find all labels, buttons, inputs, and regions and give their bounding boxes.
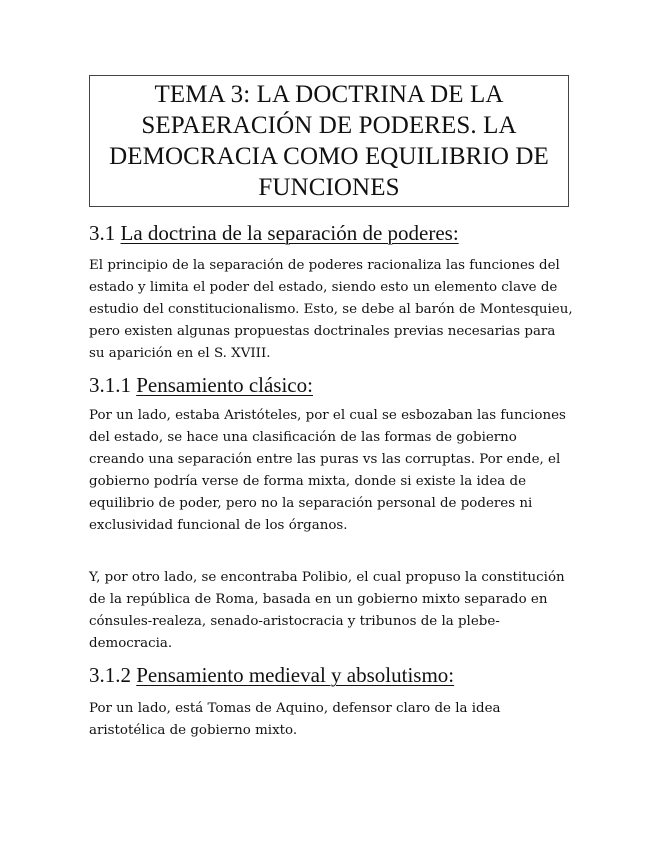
section-heading-3-1-2 — [89, 662, 454, 688]
section-title: La doctrina de la separación de poderes: — [120, 221, 459, 245]
section-number: 3.1.1 — [89, 373, 131, 397]
section-number: 3.1.2 — [89, 663, 131, 687]
paragraph: Por un lado, estaba Aristóteles, por el cual se esbozaban las funciones del estado, se hace una clasificación de las formas de gobierno creando una separación entre las puras vs las corruptas. Por ende, el gobierno podría verse de forma mixta, donde si existe la idea de equilibrio de poder, pero no la separación personal de poderes ni exclusividad funcional de los órganos. — [89, 408, 566, 533]
title-box — [89, 75, 569, 207]
section-title: Pensamiento medieval y absolutismo: — [136, 663, 455, 687]
document-title: TEMA 3: LA DOCTRINA DE LA SEPAERACIÓN DE PODERES. LA DEMOCRACIA COMO EQUILIBRIO DE FUNCIONES — [109, 81, 549, 201]
paragraph: El principio de la separación de poderes racionaliza las funciones del estado y limita el poder del estado, siendo esto un elemento clave de estudio del constitucionalismo. Esto, se debe al barón de Montesquieu, pero existen algunas propuestas doctrinales previas necesarias para su aparición en el S. XVIII. — [89, 258, 573, 361]
paragraph: Por un lado, está Tomas de Aquino, defensor claro de la idea aristotélica de gobierno mixto. — [89, 701, 501, 738]
section-heading-3-1 — [89, 220, 459, 246]
section-title: Pensamiento clásico: — [136, 373, 313, 397]
section-heading-3-1-1 — [89, 372, 313, 398]
paragraph: Y, por otro lado, se encontraba Polibio, el cual propuso la constitución de la república de Roma, basada en un gobierno mixto separado en cónsules-realeza, senado-aristocracia y tribunos de la plebe-democracia. — [89, 570, 565, 651]
section-number: 3.1 — [89, 221, 116, 245]
